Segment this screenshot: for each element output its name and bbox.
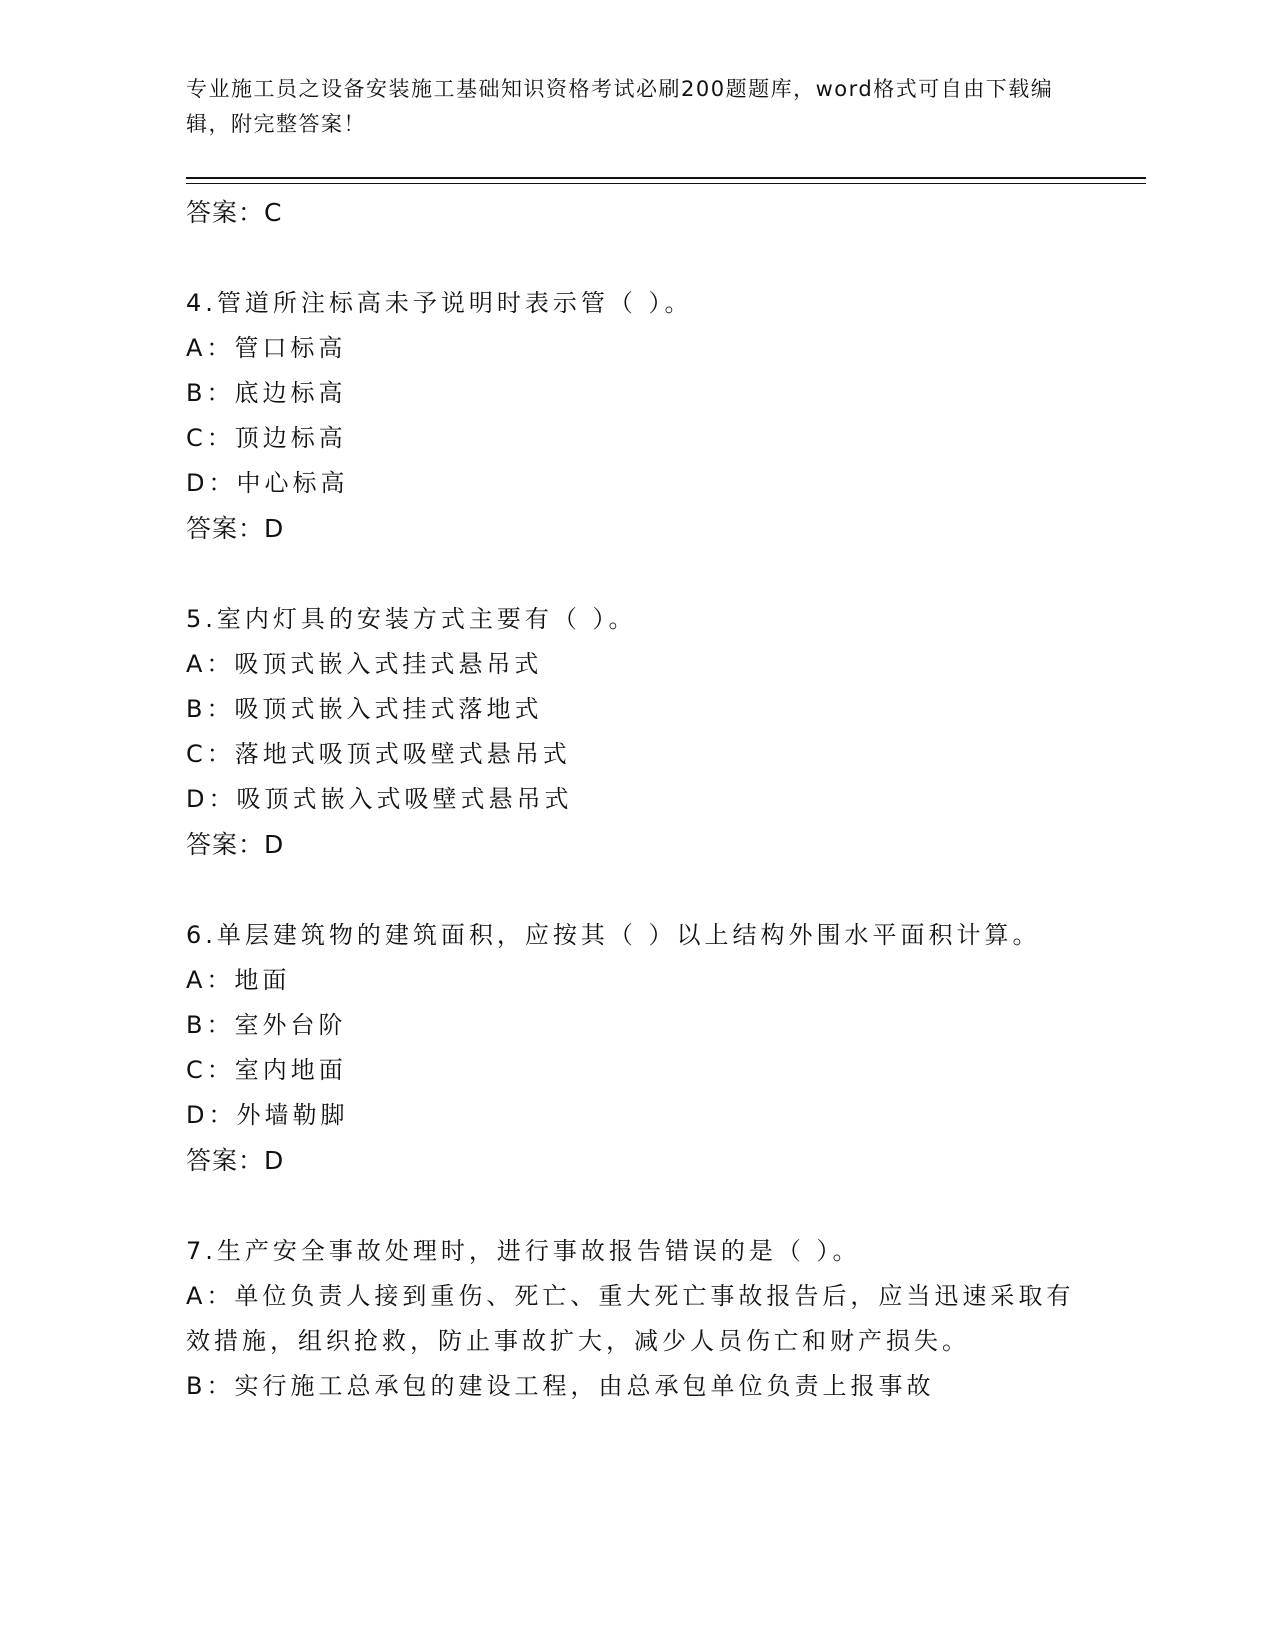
option-a: A：单位负责人接到重伤、死亡、重大死亡事故报告后，应当迅速采取有效措施，组织抢救，防止事故扩大，减少人员伤亡和财产损失。: [186, 1282, 1075, 1355]
question-5: [186, 597, 1146, 867]
option-c: C：落地式吸顶式吸壁式悬吊式: [186, 740, 571, 768]
option-a: A：吸顶式嵌入式挂式悬吊式: [186, 650, 543, 678]
question-answer: 答案：D: [186, 514, 285, 543]
question-stem: 6.单层建筑物的建筑面积，应按其（ ）以上结构外围水平面积计算。: [186, 921, 1041, 949]
question-4: [186, 281, 1146, 551]
option-b: B：底边标高: [186, 379, 347, 407]
option-b: B：实行施工总承包的建设工程，由总承包单位负责上报事故: [186, 1372, 935, 1400]
document-header: 专业施工员之设备安装施工基础知识资格考试必刷200题题库，word格式可自由下载编辑，附完整答案！: [186, 77, 1054, 136]
option-a: A：管口标高: [186, 334, 347, 362]
question-stem: 4.管道所注标高未予说明时表示管（ ）。: [186, 289, 693, 317]
question-answer: 答案：D: [186, 1146, 285, 1175]
option-c: C：顶边标高: [186, 424, 347, 452]
option-b: B：室外台阶: [186, 1011, 347, 1039]
header-divider-thick: [186, 177, 1146, 179]
option-b: B：吸顶式嵌入式挂式落地式: [186, 695, 543, 723]
option-d: D：外墙勒脚: [186, 1101, 349, 1129]
option-a: A：地面: [186, 966, 291, 994]
question-list: [186, 190, 1146, 1409]
option-d: D：中心标高: [186, 469, 349, 497]
question-6: [186, 913, 1146, 1183]
question-answer: 答案：D: [186, 830, 285, 859]
question-7: [186, 1229, 1146, 1409]
option-d: D：吸顶式嵌入式吸壁式悬吊式: [186, 785, 573, 813]
header-divider-thin: [186, 183, 1146, 184]
question-stem: 7.生产安全事故处理时，进行事故报告错误的是（ ）。: [186, 1237, 861, 1265]
option-c: C：室内地面: [186, 1056, 347, 1084]
previous-answer: 答案：C: [186, 198, 283, 227]
question-stem: 5.室内灯具的安装方式主要有（ ）。: [186, 605, 637, 633]
